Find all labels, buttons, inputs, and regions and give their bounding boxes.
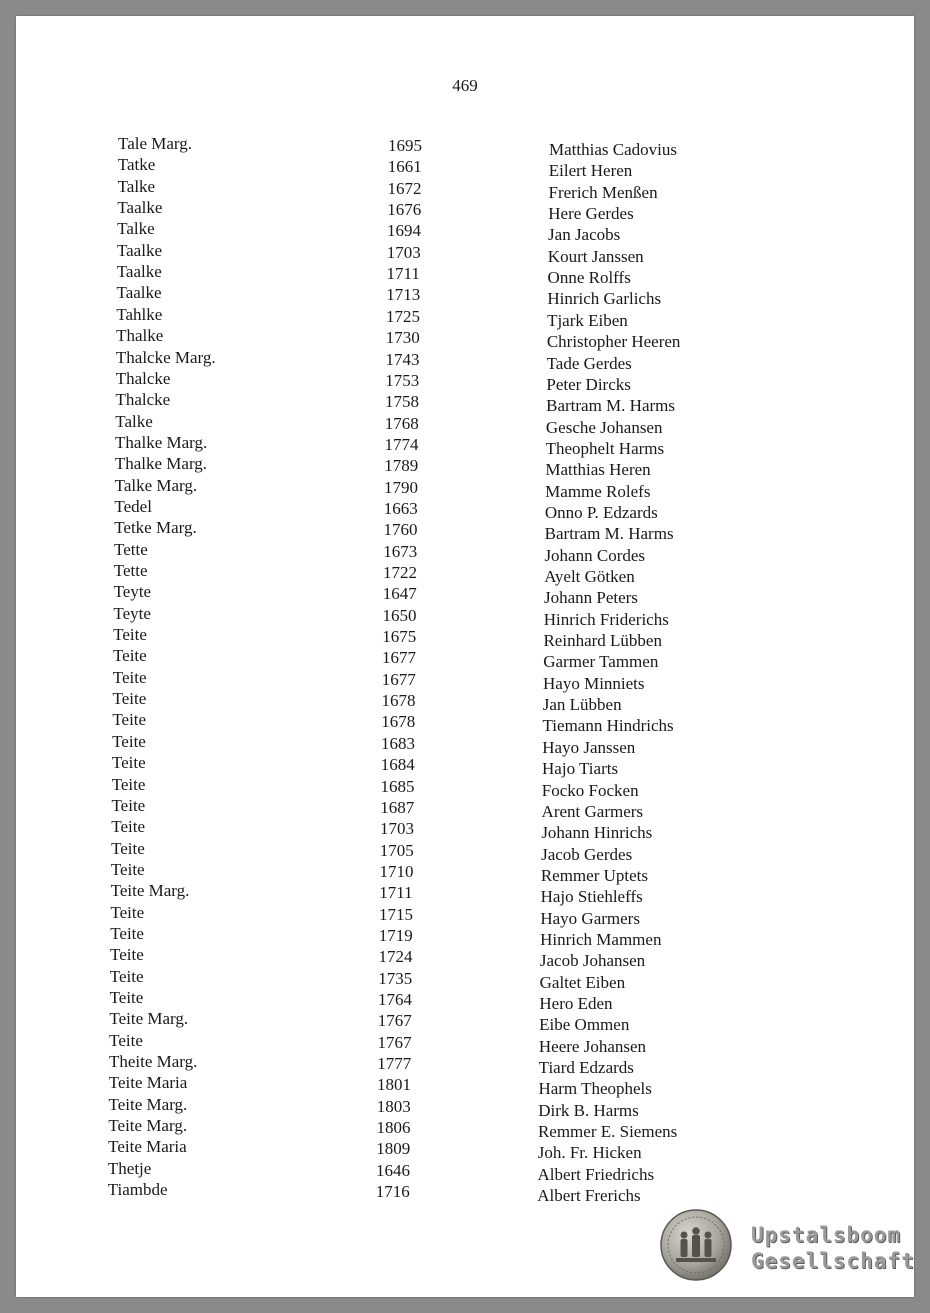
entry-person: Peter Dircks <box>546 374 631 394</box>
entry-person: Jacob Johansen <box>539 951 646 971</box>
entry-year: 1764 <box>378 990 412 1009</box>
entry-person: Albert Friedrichs <box>537 1164 655 1184</box>
entry-person: Johann Peters <box>543 588 638 608</box>
entry-name: Tiambde <box>107 1180 168 1200</box>
table-row <box>16 582 914 608</box>
table-row <box>16 283 914 309</box>
entry-name: Teite <box>112 667 147 687</box>
table-row <box>16 945 914 971</box>
entry-person: Harm Theophels <box>538 1079 652 1099</box>
entry-year: 1777 <box>377 1054 412 1074</box>
entry-person: Hayo Garmers <box>540 908 640 928</box>
entry-name: Tette <box>114 539 148 559</box>
entry-name: Teite Maria <box>108 1137 187 1157</box>
entry-name: Teite <box>111 753 146 773</box>
entry-name: Teite Marg. <box>109 1009 189 1029</box>
seal-icon <box>660 1209 732 1281</box>
entry-name: Teite <box>112 646 147 666</box>
entry-person: Tjark Eiben <box>547 310 628 330</box>
entry-name: Tette <box>113 561 148 580</box>
table-row <box>16 326 914 352</box>
entry-year: 1753 <box>385 370 420 390</box>
entry-year: 1663 <box>383 498 418 518</box>
entry-year: 1646 <box>376 1160 410 1180</box>
table-row <box>16 881 914 907</box>
entry-year: 1678 <box>381 691 416 711</box>
entry-year: 1661 <box>387 157 422 177</box>
table-row <box>16 1052 914 1078</box>
entry-name: Thalke Marg. <box>115 432 208 452</box>
entry-year: 1760 <box>383 520 418 540</box>
entry-name: Thalcke Marg. <box>115 347 216 367</box>
table-row <box>16 368 914 394</box>
table-row <box>16 1180 914 1206</box>
table-row <box>16 966 914 992</box>
entry-person: Joh. Fr. Hicken <box>537 1143 642 1163</box>
table-row <box>16 1030 914 1056</box>
entry-person: Remmer Uptets <box>540 865 648 885</box>
entry-person: Ayelt Götken <box>544 567 635 586</box>
entry-person: Hayo Janssen <box>542 737 636 757</box>
entry-year: 1725 <box>386 306 420 326</box>
entry-name: Tahlke <box>116 304 163 324</box>
entry-person: Focko Focken <box>541 780 639 800</box>
entry-year: 1647 <box>382 584 417 604</box>
entry-person: Remmer E. Siemens <box>537 1122 678 1142</box>
entry-year: 1767 <box>377 1032 412 1052</box>
entry-name: Teite <box>112 689 147 709</box>
entry-person: Eibe Ommen <box>539 1015 630 1035</box>
entry-person: Hinrich Mammen <box>540 929 662 949</box>
table-row <box>16 710 914 736</box>
entry-person: Jan Lübben <box>542 695 622 715</box>
page-number: 469 <box>452 76 478 95</box>
entry-name: Teyte <box>113 603 151 623</box>
table-row <box>16 859 914 885</box>
entry-name: Thalcke <box>115 368 171 388</box>
table-row <box>16 198 914 224</box>
entry-name: Teite <box>111 838 145 858</box>
entry-year: 1715 <box>379 904 413 924</box>
table-row <box>16 518 914 544</box>
entry-person: Bartram M. Harms <box>544 524 674 544</box>
entry-year: 1711 <box>379 883 413 903</box>
table-row <box>16 646 914 672</box>
entry-name: Talke <box>117 176 156 196</box>
entry-person: Gesche Johansen <box>545 417 663 437</box>
entry-year: 1735 <box>378 968 413 988</box>
entry-year: 1801 <box>377 1075 411 1095</box>
entry-name: Teite <box>112 731 146 751</box>
table-row <box>16 902 914 928</box>
entry-year: 1677 <box>382 648 416 668</box>
entry-name: Tetke Marg. <box>114 518 197 538</box>
table-row <box>16 539 914 565</box>
entry-year: 1724 <box>378 947 413 967</box>
entry-name: Teite <box>110 923 144 943</box>
entry-year: 1767 <box>377 1011 412 1031</box>
entry-year: 1722 <box>383 563 417 582</box>
entry-name: Teite Marg. <box>110 881 190 901</box>
entry-year: 1711 <box>386 264 420 284</box>
entry-year: 1790 <box>384 477 418 497</box>
entry-name: Talke Marg. <box>114 475 198 495</box>
entry-year: 1743 <box>385 349 420 369</box>
table-row <box>16 347 914 373</box>
entry-name: Teite <box>110 859 145 879</box>
table-row <box>16 304 914 330</box>
entry-person: Garmer Tammen <box>543 652 659 672</box>
brand-name-line-1: Upstalsboom <box>751 1223 902 1247</box>
entry-name: Thalcke <box>115 390 171 410</box>
entry-year: 1676 <box>387 200 422 220</box>
entry-name: Talke <box>115 411 153 431</box>
entry-person: Jacob Gerdes <box>541 844 633 864</box>
entry-year: 1768 <box>384 413 419 433</box>
entry-person: Hinrich Garlichs <box>547 289 662 309</box>
table-row <box>16 411 914 437</box>
entry-year: 1758 <box>385 392 419 412</box>
entry-person: Tiard Edzards <box>538 1058 634 1078</box>
society-branding <box>660 1209 915 1289</box>
entry-person: Onne Rolffs <box>547 268 631 288</box>
entry-person: Johann Cordes <box>544 545 646 565</box>
entry-person: Kourt Janssen <box>547 246 644 266</box>
entry-person: Hayo Minniets <box>543 673 645 693</box>
document-page <box>16 16 914 1297</box>
entry-year: 1703 <box>386 242 421 262</box>
table-row <box>16 1073 914 1099</box>
table-row <box>16 1137 914 1163</box>
entry-name: Taalke <box>116 262 162 282</box>
entry-year: 1716 <box>375 1182 410 1202</box>
entry-year: 1730 <box>385 328 420 348</box>
table-row <box>16 432 914 458</box>
entry-name: Teite <box>113 625 147 645</box>
entry-year: 1774 <box>384 434 419 454</box>
entry-person: Eilert Heren <box>548 161 633 181</box>
table-row <box>16 496 914 522</box>
entry-person: Matthias Heren <box>545 460 651 480</box>
entry-name: Teite Marg. <box>108 1116 188 1136</box>
table-row <box>16 1116 914 1142</box>
entry-name: Teyte <box>113 582 152 602</box>
entry-name: Taalke <box>117 198 163 218</box>
table-row <box>16 795 914 821</box>
brand-name-line-2: Gesellschaft <box>751 1249 915 1273</box>
table-row <box>16 219 914 245</box>
entry-year: 1677 <box>381 669 416 689</box>
table-row <box>16 475 914 501</box>
entry-name: Teite <box>111 795 146 815</box>
entry-person: Reinhard Lübben <box>543 631 662 651</box>
entry-year: 1705 <box>379 840 414 860</box>
table-row <box>16 1158 914 1184</box>
entry-person: Bartram M. Harms <box>546 396 675 416</box>
entry-person: Frerich Menßen <box>548 182 658 202</box>
entry-year: 1806 <box>376 1118 411 1138</box>
entry-person: Mamme Rolefs <box>545 481 651 501</box>
entry-name: Thalke <box>116 326 164 346</box>
table-row <box>16 561 914 586</box>
entry-person: Arent Garmers <box>541 801 644 821</box>
entry-year: 1719 <box>378 925 413 945</box>
entry-year: 1687 <box>380 797 415 817</box>
entry-person: Onno P. Edzards <box>544 502 658 522</box>
entry-person: Tade Gerdes <box>546 353 632 373</box>
entry-person: Hajo Tiarts <box>542 759 619 779</box>
table-row <box>16 689 914 715</box>
entry-name: Taalke <box>116 240 162 260</box>
entry-person: Galtet Eiben <box>539 972 626 992</box>
table-row <box>16 774 914 800</box>
entry-person: Christopher Heeren <box>546 332 681 352</box>
table-row <box>16 1009 914 1035</box>
entry-name: Teite <box>110 902 145 922</box>
entry-name: Teite <box>109 966 144 986</box>
table-row <box>16 625 914 651</box>
table-row <box>16 753 914 779</box>
table-row <box>16 1094 914 1120</box>
entry-name: Teite <box>112 710 147 730</box>
entry-year: 1683 <box>381 733 415 753</box>
entry-person: Johann Hinrichs <box>541 823 653 843</box>
entry-name: Teite <box>109 1030 143 1050</box>
table-row <box>16 240 914 266</box>
entry-person: Hero Eden <box>539 994 613 1013</box>
table-row <box>16 390 914 416</box>
entry-person: Matthias Cadovius <box>549 140 677 159</box>
table-row <box>16 176 914 202</box>
entry-person: Here Gerdes <box>548 204 634 224</box>
entry-name: Teite <box>110 945 144 965</box>
entry-name: Teite Maria <box>108 1073 188 1093</box>
entry-year: 1789 <box>384 456 419 476</box>
entries-table <box>16 16 914 1297</box>
entry-name: Thetje <box>107 1158 152 1178</box>
entry-year: 1703 <box>380 819 414 839</box>
entry-year: 1650 <box>382 605 417 625</box>
table-row <box>16 923 914 949</box>
entry-name: Teite Marg. <box>108 1094 188 1114</box>
table-row <box>16 155 914 181</box>
table-row <box>16 731 914 757</box>
entry-year: 1809 <box>376 1139 411 1159</box>
entry-person: Tiemann Hindrichs <box>542 716 674 736</box>
entry-person: Jan Jacobs <box>548 225 621 245</box>
entry-year: 1675 <box>382 627 417 647</box>
entry-person: Hinrich Friderichs <box>543 609 669 629</box>
entry-person: Heere Johansen <box>538 1036 647 1056</box>
entry-year: 1803 <box>376 1096 411 1116</box>
entry-name: Teite <box>111 817 145 837</box>
entry-person: Dirk B. Harms <box>538 1100 639 1120</box>
entry-name: Teite <box>111 774 146 794</box>
entry-year: 1672 <box>387 178 422 198</box>
table-row <box>16 988 914 1013</box>
entry-name: Tatke <box>117 155 156 175</box>
entry-name: Theite Marg. <box>108 1052 198 1072</box>
entry-name: Tedel <box>114 496 152 516</box>
entry-name: Teite <box>109 988 144 1007</box>
table-row <box>16 454 914 480</box>
entry-year: 1673 <box>383 541 418 561</box>
entry-name: Taalke <box>116 283 162 303</box>
entry-year: 1710 <box>379 861 414 881</box>
entry-year: 1678 <box>381 712 416 732</box>
entry-year: 1694 <box>387 221 421 241</box>
entry-year: 1713 <box>386 285 421 305</box>
table-row <box>16 838 914 864</box>
entry-year: 1685 <box>380 776 415 796</box>
entry-name: Thalke Marg. <box>114 454 208 474</box>
table-row <box>16 667 914 693</box>
table-row <box>16 262 914 288</box>
table-row <box>16 817 914 843</box>
entry-person: Albert Frerichs <box>537 1186 641 1206</box>
entry-name: Tale Marg. <box>118 134 193 153</box>
table-row <box>16 134 914 159</box>
entry-name: Talke <box>117 219 155 239</box>
table-row <box>16 603 914 629</box>
entry-person: Theophelt Harms <box>545 438 665 458</box>
entry-year: 1695 <box>388 136 422 155</box>
entry-year: 1684 <box>380 755 415 775</box>
entry-person: Hajo Stiehleffs <box>540 887 643 907</box>
